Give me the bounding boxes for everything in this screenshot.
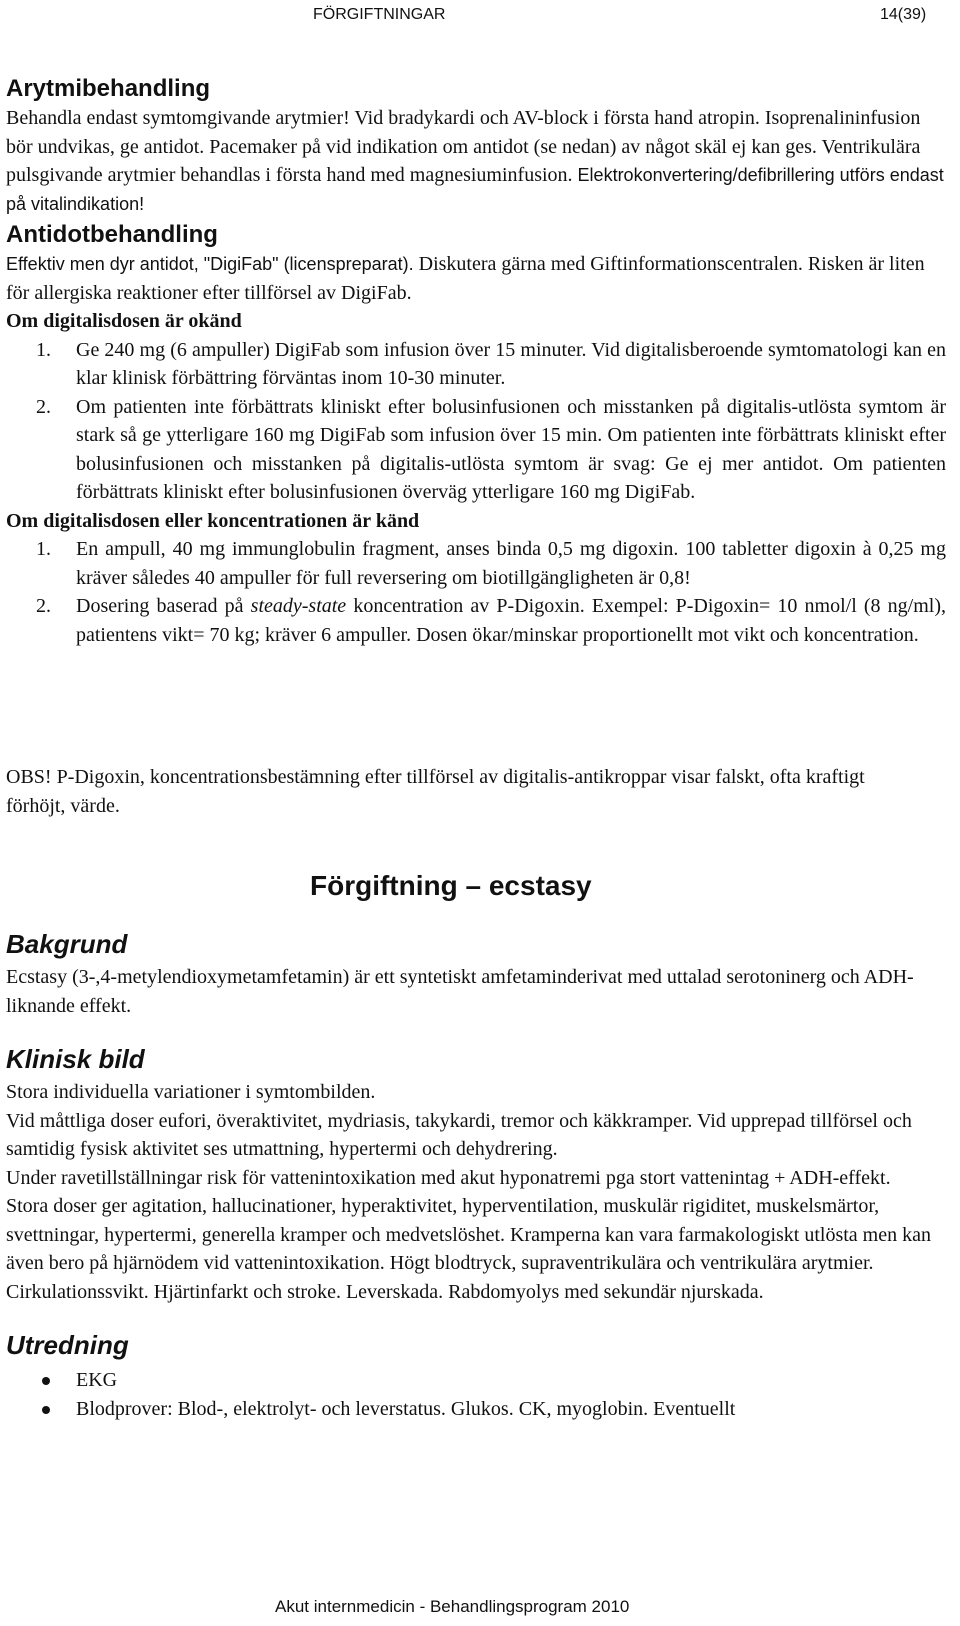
item-number: 2. [36,595,51,617]
bullet-icon [42,1377,50,1385]
klinisk-heading: Klinisk bild [6,1044,145,1074]
item-text-post: koncentration av P-Digoxin. Exempel: P-Digoxin= 10 nmol/l (8 ng/ml), patientens vikt= 70 kg; kräver 6 ampuller. Dosen ökar/minskar proportionellt mot vikt och koncentration. [76,595,946,646]
item-number: 1. [36,338,51,361]
klinisk-paragraph: Vid måttliga doser eufori, överaktivitet, mydriasis, takykardi, tremor och käkkramper. Vid upprepad tillförsel och samtidig fysisk aktivitet ses utmattning, hypertermi och dehydrering. [6,1109,912,1160]
item-text: EKG [76,1369,118,1391]
item-text-pre: Dosering baserad på [76,595,251,617]
obs-note [6,763,886,820]
list-item [6,1395,946,1424]
obs-text: OBS! P-Digoxin, koncentrationsbestämning efter tillförsel av digitalis-antikroppar visar falskt, ofta kraftigt förhöjt, värde. [6,766,865,817]
unknown-dose-heading: Om digitalisdosen är okänd [6,310,242,332]
ecstasy-section [6,927,946,1423]
item-text: Ge 240 mg (6 ampuller) DigiFab som infusion över 15 minuter. Vid digitalisberoende symtomatologi kan en klar klinisk förbättring förväntas inom 10-30 minuter. [76,338,946,389]
list-item [6,535,946,592]
antidot-intro [6,250,946,307]
header-title: FÖRGIFTNINGAR [313,6,446,23]
arytmi-text: Behandla endast symtomgivande arytmier! Vid bradykardi och AV-block i första hand atropin. Isoprenalininfusion bör undvikas, ge antidot. Pacemaker på vid indikation om antidot (se nedan) av något skäl ej kan ges. Ventrikulära pulsgivande arytmier behandlas i första hand med magnesiuminfusion. [6,107,921,186]
klinisk-paragraph: Stora individuella variationer i symtombilden. [6,1081,376,1103]
page-number: 14(39) [880,6,927,23]
list-item [6,592,946,649]
arytmi-section [6,74,946,649]
antidot-heading: Antidotbehandling [6,221,218,248]
item-text-italic: steady-state [250,595,347,617]
arytmi-vital-note: Elektrokonvertering/defibrillering utförs endast på vitalindikation! [6,165,944,214]
list-item [6,336,946,393]
item-text: Om patienten inte förbättrats kliniskt efter bolusinfusionen och misstanken på digitalis-utlösta symtom är stark så ge ytterligare 160 mg DigiFab som infusion över 15 min. Om patienten inte förbättrats kliniskt efter bolusinfusionen och misstanken på digitalis-utlösta symtom är svag: Ge ej mer antidot. Om patienten förbättrats kliniskt efter bolusinfusionen överväg ytterligare 160 mg DigiFab. [76,395,946,503]
arytmi-paragraph [6,104,946,218]
item-number: 2. [36,395,51,418]
antidot-intro-b: Diskutera gärna med Giftinformationscentralen. Risken är liten för allergiska reaktioner efter tillförsel av DigiFab. [6,253,925,304]
list-item [6,393,946,507]
item-number: 1. [36,538,51,560]
bakgrund-text: Ecstasy (3-,4-metylendioxymetamfetamin) är ett syntetiskt amfetaminderivat med uttalad serotoninerg och ADH-liknande effekt. [6,966,914,1017]
known-dose-heading: Om digitalisdosen eller koncentrationen är känd [6,509,420,532]
klinisk-paragraph: Under ravetillställningar risk för vattenintoxikation med akut hyponatremi pga stort vattenintag + ADH-effekt. [6,1166,891,1189]
antidot-intro-a: Effektiv men dyr antidot, "DigiFab" (licenspreparat). [6,254,414,274]
item-text: Blodprover: Blod-, elektrolyt- och leverstatus. Glukos. CK, myoglobin. Eventuellt [76,1397,736,1420]
page-header [0,3,960,25]
item-text: En ampull, 40 mg immunglobulin fragment, anses binda 0,5 mg digoxin. 100 tabletter digoxin à 0,25 mg kräver således 40 ampuller för full reversering om biotillgängligheten är 0,8! [76,538,946,589]
ecstasy-title: Förgiftning – ecstasy [310,870,592,901]
bullet-icon [42,1406,50,1414]
arytmi-heading: Arytmibehandling [6,75,211,102]
utredning-list [6,1366,946,1423]
klinisk-body [6,1078,946,1306]
utredning-heading: Utredning [6,1330,129,1360]
unknown-dose-list [6,336,946,507]
list-item [6,1366,946,1395]
bakgrund-heading: Bakgrund [6,929,128,959]
page-footer: Akut internmedicin - Behandlingsprogram 2010 [275,1597,630,1616]
klinisk-paragraph: Stora doser ger agitation, hallucinationer, hyperaktivitet, hyperventilation, muskulär rigiditet, muskelsmärtor, svettningar, hypertermi, generella kramper och medvetslöshet. Kramperna kan vara farmakologiskt utlösta men kan även bero på hjärnödem vid vattenintoxikation. Högt blodtryck, supraventrikulära och ventrikulära arytmier. Cirkulationssvikt. Hjärtinfarkt och stroke. Leverskada. Rabdomyolys med sekundär njurskada. [6,1195,931,1303]
known-dose-list [6,535,946,649]
